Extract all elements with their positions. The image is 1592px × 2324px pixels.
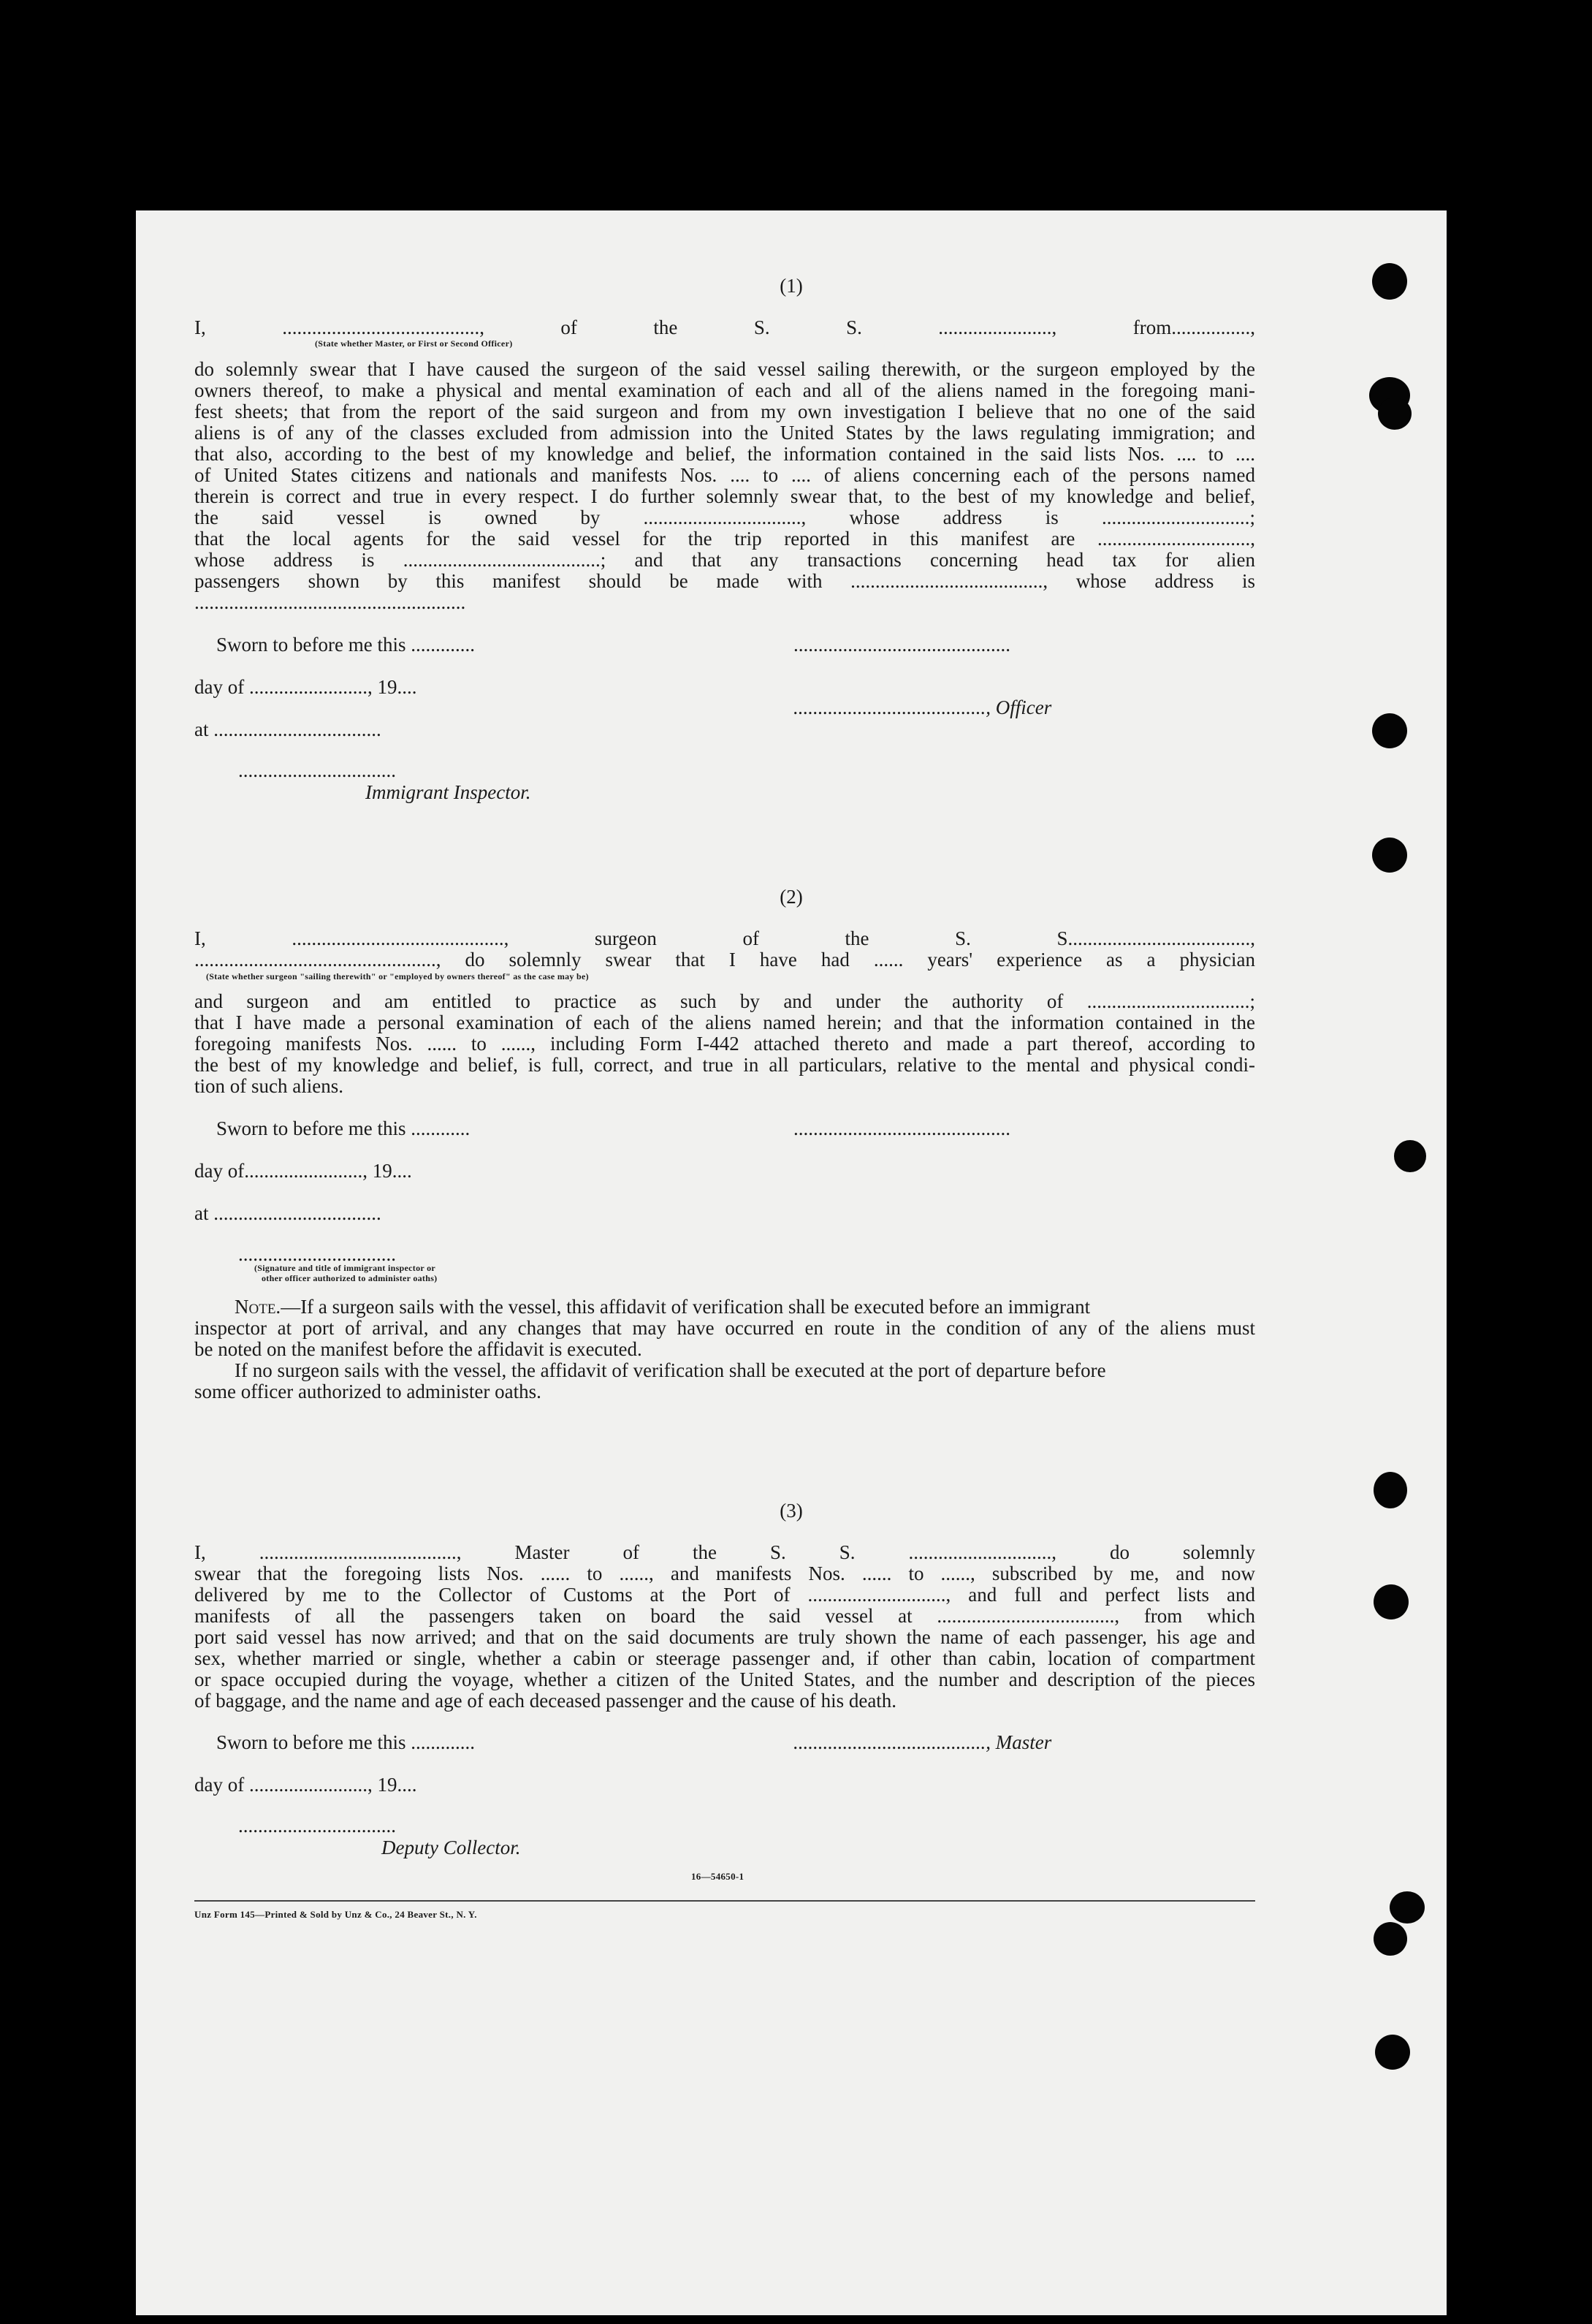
punch-hole [1394,1140,1426,1172]
s1-officer: ......................................., Officer [793,696,1052,718]
s1-signature-line: ................................ [238,759,396,781]
s2-line-2: ................................................., do solemnly swear that I have had ...... years' experience as a physician [194,949,1255,971]
s2-day: day of........................, 19.... [194,1160,412,1182]
s3-signature-line: ................................ [238,1815,396,1837]
s2-body-5: tion of such aliens. [194,1075,343,1097]
s2-note-line-3: be noted on the manifest before the affidavit is executed. [194,1338,642,1360]
s2-sworn-signature-line: ............................................ [793,1117,1010,1139]
s1-body-11: passengers shown by this manifest should be made with ......................................., whose address is [194,570,1255,592]
s3-body-4: manifests of all the passengers taken on board the said vessel at ...................................., from which [194,1605,1255,1627]
s2-body-1: and surgeon and am entitled to practice as such by and under the authority of .................................; [194,990,1255,1012]
s1-body-3: fest sheets; that from the report of the said surgeon and from my own investigation I believe that no one of the said [194,400,1255,422]
s1-body-5: that also, according to the best of my knowledge and belief, the information contained in the said lists Nos. .... to .... [194,443,1255,465]
s1-sworn-signature-line: ............................................ [793,634,1010,656]
s1-line-1: I, ........................................, of the S. S. ......................., from................, [194,316,1255,338]
s1-body-4: aliens is of any of the classes excluded from admission into the United States by the laws regulating immigration; and [194,422,1255,444]
s2-at: at .................................. [194,1202,381,1224]
s3-body-5: port said vessel has now arrived; and that on the said documents are truly shown the name of each passenger, his age and [194,1626,1255,1648]
punch-hole [1374,1472,1407,1508]
s1-body-9: that the local agents for the said vessel for the trip reported in this manifest are ..............................., [194,528,1255,550]
punch-hole [1372,838,1407,873]
s2-body-4: the best of my knowledge and belief, is full, correct, and true in all particulars, relative to the mental and physical condi- [194,1054,1255,1076]
form-sheet [136,210,1447,2315]
printer-footer: Unz Form 145—Printed & Sold by Unz & Co., 24 Beaver St., N. Y. [194,1909,477,1920]
s1-line-1-note: (State whether Master, or First or Second Officer) [315,338,513,349]
s2-note-line-1 [235,1296,1090,1318]
s1-body-12: ....................................................... [194,591,466,613]
s2-signature-note-2: other officer authorized to administer oaths) [262,1273,438,1283]
s2-note-line-2: inspector at port of arrival, and any changes that may have occurred en route in the condition of any of the aliens must [194,1317,1255,1339]
s3-sworn: Sworn to before me this ............. [216,1731,475,1753]
s3-master: ......................................., Master [793,1731,1052,1753]
s3-body-1: I, ........................................, Master of the S. S. ............................., do solemnly [194,1541,1255,1563]
punch-hole [1374,1922,1407,1956]
note-label: Note. [235,1296,281,1318]
s2-note2-line-2: some officer authorized to administer oaths. [194,1381,541,1402]
s1-body-2: owners thereof, to make a physical and mental examination of each and all of the aliens named in the foregoing mani- [194,379,1255,401]
s3-day: day of ........................, 19.... [194,1774,417,1796]
punch-hole [1378,398,1412,430]
s1-immigrant-inspector: Immigrant Inspector. [365,781,531,803]
punch-hole [1375,2035,1410,2070]
note-text-1: —If a surgeon sails with the vessel, this affidavit of verification shall be executed before an immigrant [281,1296,1091,1318]
s3-body-2: swear that the foregoing lists Nos. ...... to ......, and manifests Nos. ...... to ......, subscribed by me, and now [194,1562,1255,1584]
punch-hole [1372,713,1407,748]
s2-signature-line: ................................ [238,1243,396,1265]
s1-day: day of ........................, 19.... [194,676,417,698]
punch-hole [1372,263,1407,300]
s1-body-6: of United States citizens and nationals and manifests Nos. .... to .... of aliens concerning each of the persons named [194,464,1255,486]
s2-note2-line-1: If no surgeon sails with the vessel, the affidavit of verification shall be executed at the port of departure before [235,1359,1106,1381]
form-code: 16—54650-1 [691,1871,744,1882]
s2-line-2-note: (State whether surgeon "sailing therewith" or "employed by owners thereof" as the case may be) [206,971,589,981]
section-3-number: (3) [780,1500,803,1522]
s2-body-2: that I have made a personal examination of each of the aliens named herein; and that the information contained in the [194,1011,1255,1033]
section-1-number: (1) [780,275,803,297]
s1-body-8: the said vessel is owned by ................................, whose address is ..............................; [194,506,1255,528]
s2-signature-note-1: (Signature and title of immigrant inspector or [254,1263,436,1273]
s3-body-3: delivered by me to the Collector of Customs at the Port of ............................, and full and perfect lists and [194,1584,1255,1606]
s1-body-1: do solemnly swear that I have caused the surgeon of the said vessel sailing therewith, or the surgeon employed by the [194,358,1255,380]
punch-hole [1390,1891,1425,1924]
s3-deputy-collector: Deputy Collector. [381,1837,521,1858]
s1-sworn: Sworn to before me this ............. [216,634,475,656]
s2-sworn: Sworn to before me this ............ [216,1117,471,1139]
section-2-number: (2) [780,886,803,908]
s3-body-6: sex, whether married or single, whether a cabin or steerage passenger and, if other than cabin, location of compartment [194,1647,1255,1669]
s1-at: at .................................. [194,718,381,740]
s3-body-7: or space occupied during the voyage, whether a citizen of the United States, and the number and description of the pieces [194,1668,1255,1690]
s2-line-1: I, ..........................................., surgeon of the S. S....................................., [194,927,1255,949]
s2-body-3: foregoing manifests Nos. ...... to ......, including Form I-442 attached thereto and made a part thereof, according to [194,1033,1255,1055]
s1-body-10: whose address is ........................................; and that any transactions concerning head tax for alien [194,549,1255,571]
footer-rule [194,1900,1255,1902]
punch-hole [1374,1584,1409,1619]
s3-body-8: of baggage, and the name and age of each deceased passenger and the cause of his death. [194,1690,897,1712]
s1-body-7: therein is correct and true in every respect. I do further solemnly swear that, to the best of my knowledge and belief, [194,485,1255,507]
